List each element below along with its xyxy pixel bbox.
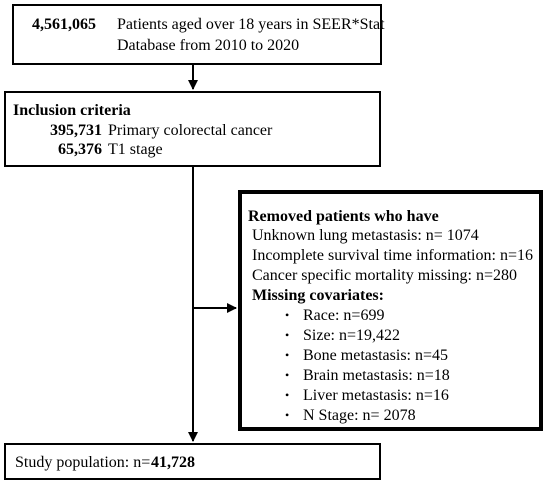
exclusion-item: Unknown lung metastasis: n= 1074 [252, 227, 479, 244]
study-population-box [4, 443, 381, 480]
exclusion-item: Cancer specific mortality missing: n=280 [252, 267, 517, 284]
bullet-icon: • [285, 408, 290, 422]
covariate-item: N Stage: n= 2078 [303, 407, 416, 424]
exclusion-box [238, 190, 543, 431]
covariate-item: Race: n=699 [303, 307, 385, 324]
bullet-icon: • [285, 348, 290, 362]
exclusion-item: Incomplete survival time information: n=16 [252, 247, 533, 264]
source-count: 4,561,065 [32, 16, 96, 33]
covariate-item: Bone metastasis: n=45 [303, 347, 449, 364]
study-population-count: 41,728 [151, 454, 195, 471]
inclusion-count-primary: 395,731 [50, 122, 102, 139]
inclusion-label-t1: T1 stage [108, 141, 163, 158]
covariate-item: Brain metastasis: n=18 [303, 367, 450, 384]
bullet-icon: • [285, 388, 290, 402]
source-description-line1: Patients aged over 18 years in SEER*Stat [117, 16, 385, 33]
covariate-item: Size: n=19,422 [303, 327, 401, 344]
covariate-item: Liver metastasis: n=16 [303, 387, 449, 404]
source-population-box [12, 4, 385, 65]
inclusion-title: Inclusion criteria [13, 102, 131, 119]
source-description-line2: Database from 2010 to 2020 [117, 37, 300, 54]
exclusion-title: Removed patients who have [248, 208, 439, 225]
bullet-icon: • [285, 328, 290, 342]
missing-covariates-title: Missing covariates: [252, 287, 384, 304]
inclusion-criteria-box [4, 91, 381, 167]
bullet-icon: • [285, 368, 290, 382]
bullet-icon: • [285, 308, 290, 322]
inclusion-label-primary: Primary colorectal cancer [108, 122, 273, 139]
inclusion-count-t1: 65,376 [58, 141, 102, 158]
study-population-label: Study population: n= [15, 454, 151, 471]
